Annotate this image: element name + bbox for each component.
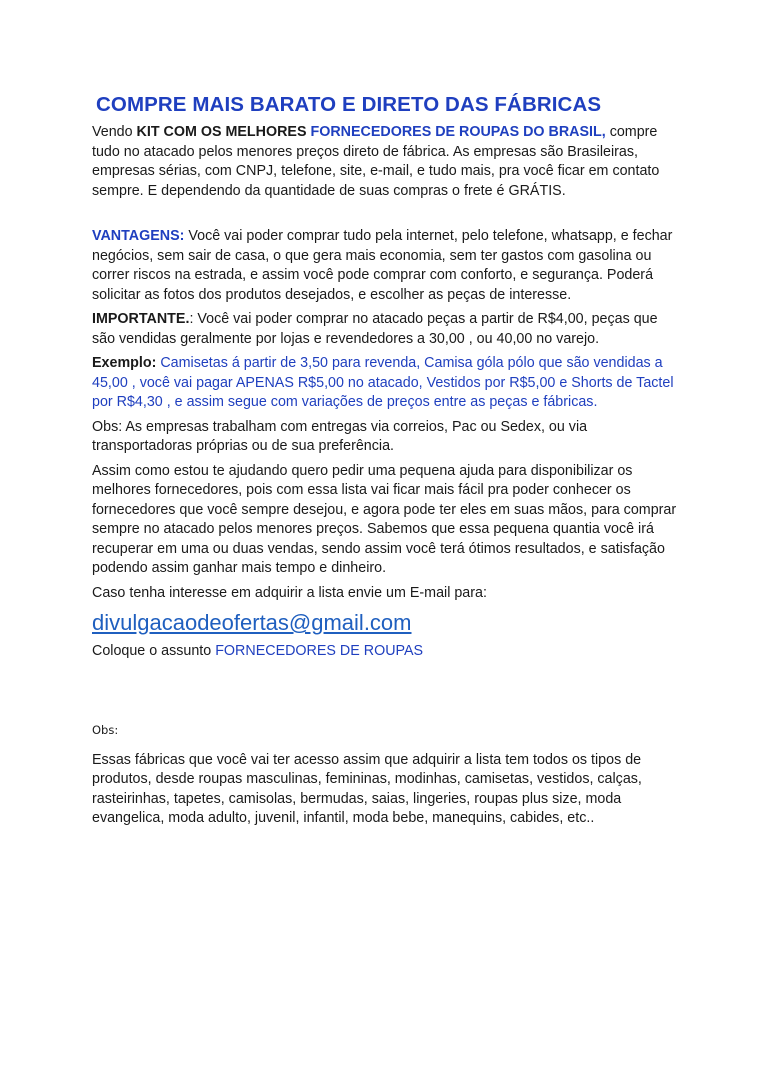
obs-delivery-paragraph: Obs: As empresas trabalham com entregas via correios, Pac ou Sedex, ou via transportadoras próprias ou de sua preferência. [92, 418, 588, 454]
importante-label: IMPORTANTE. [92, 311, 190, 327]
vantagens-label: VANTAGENS: [92, 228, 185, 244]
exemplo-text: Camisetas á partir de 3,50 para revenda, Camisa góla pólo que são vendidas a 45,00 , você vai pagar APENAS R$5,00 no atacado, Vestidos por R$5,00 e Shorts de Tactel por R$4,30 , e assim segue com variações de preços entre as peças e fábricas. [92, 355, 674, 410]
exemplo-paragraph [92, 354, 682, 413]
importante-paragraph [92, 310, 682, 349]
vantagens-text: Você vai poder comprar tudo pela internet, pelo telefone, whatsapp, e fechar negócios, sem sair de casa, o que gera mais economia, sem ter gastos com gasolina ou correr riscos na estrada, e assim você pode comprar com conforto, e segurança. Poderá solicitar as fotos dos produtos desejados, e escolher as peças de interesse. [92, 228, 673, 303]
final-paragraph: Essas fábricas que você vai ter acesso assim que adquirir a lista tem todos os tipos de produtos, desde roupas masculinas, femininas, modinhas, camisetas, vestidos, calças, rasteirinhas, tapetes, camisolas, bermudas, saias, lingeries, roupas plus size, moda evangelica, moda adulto, juvenil, infantil, moda bebe, manequins, cabides, etc.. [92, 751, 642, 826]
intro-paragraph [92, 123, 682, 201]
intro-bold-text: KIT COM OS MELHORES [136, 124, 311, 140]
exemplo-label: Exemplo: [92, 355, 157, 371]
assunto-subject: FORNECEDORES DE ROUPAS [215, 643, 424, 659]
importante-text: : Você vai poder comprar no atacado peças a partir de R$4,00, peças que são vendidas geralmente por lojas e revendedores a 30,00 , ou 40,00 no varejo. [92, 311, 658, 347]
intro-highlight: FORNECEDORES DE ROUPAS DO BRASIL, [310, 124, 606, 140]
vantagens-paragraph [92, 227, 682, 305]
obs-label: Obs: [92, 722, 119, 737]
caso-paragraph: Caso tenha interesse em adquirir a lista envie um E-mail para: [92, 584, 487, 601]
assunto-text: Coloque o assunto [92, 643, 216, 659]
page-title: COMPRE MAIS BARATO E DIRETO DAS FÁBRICAS [96, 93, 602, 116]
intro-text-2: compre tudo no atacado pelos menores preços direto de fábrica. As empresas são Brasileiras, empresas sérias, com CNPJ, telefone, site, e-mail, e tudo mais, pra você ficar em contato sempre. E dependendo da quantidade de suas compras o frete é GRÁTIS. [92, 124, 660, 199]
email-link[interactable]: divulgacaodeofertas@gmail.com [92, 610, 412, 635]
assunto-paragraph [92, 642, 682, 662]
assim-paragraph: Assim como estou te ajudando quero pedir uma pequena ajuda para disponibilizar os melhores fornecedores, pois com essa lista vai ficar mais fácil pra poder conhecer os fornecedores que você sempre desejou, e agora pode ter eles em suas mãos, para comprar sempre no atacado pelos menores preços. Sabemos que essa pequena quantia você irá recuperar em uma ou duas vendas, sendo assim você terá ótimos resultados, e satisfação podendo assim ganhar mais tempo e dinheiro. [92, 462, 677, 576]
intro-text-1: Vendo [92, 124, 137, 140]
document-page [92, 93, 682, 829]
